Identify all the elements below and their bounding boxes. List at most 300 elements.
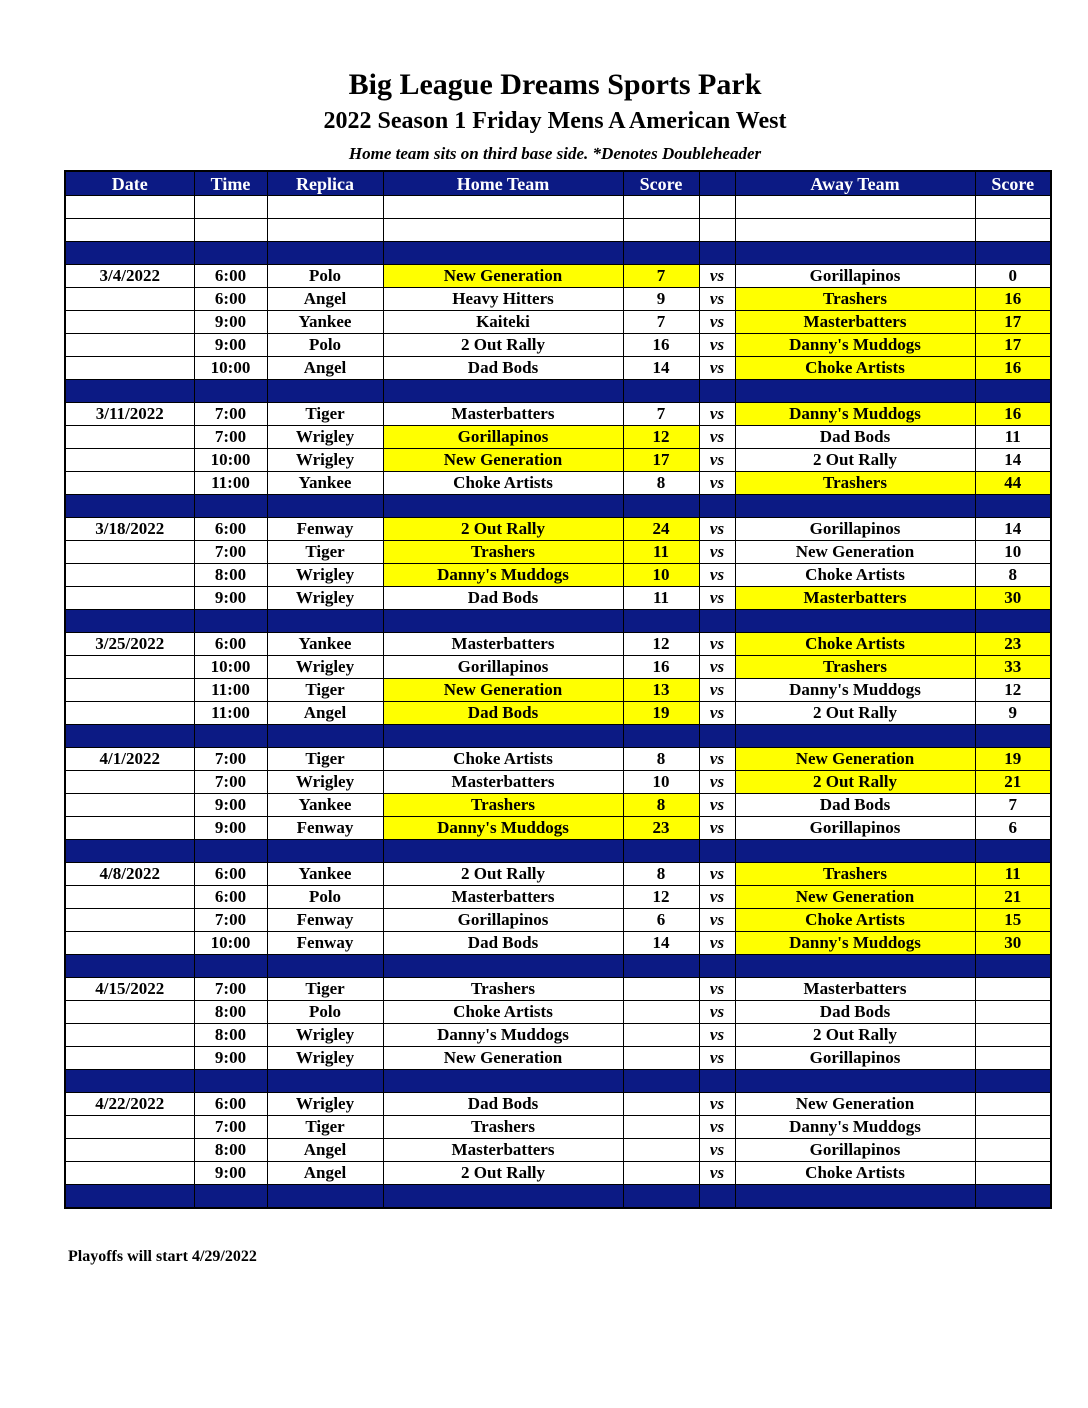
- game-date: [65, 679, 194, 702]
- game-replica: Fenway: [267, 518, 383, 541]
- home-team: New Generation: [383, 265, 623, 288]
- week-separator: [65, 495, 1051, 518]
- home-score: 16: [623, 334, 699, 357]
- away-team: Trashers: [735, 656, 975, 679]
- game-replica: Wrigley: [267, 1093, 383, 1116]
- vs-label: vs: [699, 265, 735, 288]
- away-team: Trashers: [735, 863, 975, 886]
- game-replica: Wrigley: [267, 771, 383, 794]
- home-score: 12: [623, 426, 699, 449]
- away-team: Choke Artists: [735, 909, 975, 932]
- game-replica: Wrigley: [267, 564, 383, 587]
- game-time: 7:00: [194, 771, 267, 794]
- game-date: [65, 909, 194, 932]
- game-replica: Yankee: [267, 472, 383, 495]
- home-score: [623, 1162, 699, 1185]
- vs-label: vs: [699, 541, 735, 564]
- away-team: 2 Out Rally: [735, 771, 975, 794]
- game-replica: Polo: [267, 334, 383, 357]
- away-score: 19: [975, 748, 1051, 771]
- vs-label: vs: [699, 794, 735, 817]
- game-date: [65, 357, 194, 380]
- away-score: 12: [975, 679, 1051, 702]
- game-row: [65, 633, 1051, 656]
- home-team: Masterbatters: [383, 633, 623, 656]
- away-score: 21: [975, 886, 1051, 909]
- away-team: Danny's Muddogs: [735, 334, 975, 357]
- away-team: Danny's Muddogs: [735, 403, 975, 426]
- home-score: 24: [623, 518, 699, 541]
- home-team: Choke Artists: [383, 748, 623, 771]
- game-replica: Angel: [267, 357, 383, 380]
- away-team: Gorillapinos: [735, 817, 975, 840]
- game-time: 7:00: [194, 1116, 267, 1139]
- game-replica: Yankee: [267, 633, 383, 656]
- game-time: 9:00: [194, 311, 267, 334]
- home-team: Kaiteki: [383, 311, 623, 334]
- game-row: [65, 403, 1051, 426]
- game-replica: Tiger: [267, 679, 383, 702]
- vs-label: vs: [699, 1024, 735, 1047]
- home-score: 10: [623, 564, 699, 587]
- page-title: Big League Dreams Sports Park: [348, 68, 762, 101]
- game-date: [65, 541, 194, 564]
- home-score: 16: [623, 656, 699, 679]
- game-row: [65, 863, 1051, 886]
- vs-label: vs: [699, 656, 735, 679]
- home-score: 8: [623, 794, 699, 817]
- vs-label: vs: [699, 932, 735, 955]
- away-score: 23: [975, 633, 1051, 656]
- away-score: [975, 1116, 1051, 1139]
- game-time: 10:00: [194, 357, 267, 380]
- away-team: Gorillapinos: [735, 1047, 975, 1070]
- away-score: 17: [975, 334, 1051, 357]
- vs-label: vs: [699, 978, 735, 1001]
- home-team: Danny's Muddogs: [383, 817, 623, 840]
- home-score: 23: [623, 817, 699, 840]
- game-replica: Angel: [267, 1139, 383, 1162]
- game-date: [65, 1162, 194, 1185]
- game-row: [65, 472, 1051, 495]
- game-row: [65, 1024, 1051, 1047]
- game-row: [65, 978, 1051, 1001]
- col-date-header: Date: [65, 171, 194, 196]
- home-team: Dad Bods: [383, 702, 623, 725]
- away-team: New Generation: [735, 541, 975, 564]
- game-time: 6:00: [194, 1093, 267, 1116]
- game-row: [65, 702, 1051, 725]
- game-row: [65, 1162, 1051, 1185]
- game-replica: Yankee: [267, 794, 383, 817]
- game-date: [65, 932, 194, 955]
- home-team: Masterbatters: [383, 771, 623, 794]
- game-row: [65, 1001, 1051, 1024]
- game-replica: Fenway: [267, 817, 383, 840]
- blank-row: [65, 196, 1051, 219]
- game-replica: Tiger: [267, 748, 383, 771]
- away-score: 10: [975, 541, 1051, 564]
- game-time: 9:00: [194, 794, 267, 817]
- vs-label: vs: [699, 1116, 735, 1139]
- game-row: [65, 932, 1051, 955]
- away-team: Trashers: [735, 472, 975, 495]
- away-score: 16: [975, 288, 1051, 311]
- home-team: Trashers: [383, 794, 623, 817]
- game-replica: Polo: [267, 265, 383, 288]
- game-replica: Tiger: [267, 541, 383, 564]
- game-replica: Angel: [267, 288, 383, 311]
- game-date: [65, 1047, 194, 1070]
- game-time: 6:00: [194, 633, 267, 656]
- vs-label: vs: [699, 403, 735, 426]
- game-replica: Wrigley: [267, 587, 383, 610]
- game-date: [65, 587, 194, 610]
- playoffs-note: Playoffs will start 4/29/2022: [68, 1248, 257, 1265]
- game-row: [65, 656, 1051, 679]
- away-score: 15: [975, 909, 1051, 932]
- week-separator: [65, 242, 1051, 265]
- vs-label: vs: [699, 863, 735, 886]
- home-team: Trashers: [383, 1116, 623, 1139]
- home-score: [623, 1116, 699, 1139]
- game-date: [65, 656, 194, 679]
- away-score: 7: [975, 794, 1051, 817]
- game-date: 3/11/2022: [65, 403, 194, 426]
- game-date: 4/22/2022: [65, 1093, 194, 1116]
- game-replica: Yankee: [267, 311, 383, 334]
- away-team: Gorillapinos: [735, 1139, 975, 1162]
- game-replica: Wrigley: [267, 449, 383, 472]
- home-team: Danny's Muddogs: [383, 1024, 623, 1047]
- away-team: Choke Artists: [735, 1162, 975, 1185]
- game-date: 4/1/2022: [65, 748, 194, 771]
- game-date: [65, 794, 194, 817]
- week-separator: [65, 610, 1051, 633]
- game-time: 6:00: [194, 288, 267, 311]
- game-time: 6:00: [194, 863, 267, 886]
- home-team: Dad Bods: [383, 1093, 623, 1116]
- vs-label: vs: [699, 1093, 735, 1116]
- home-score: 17: [623, 449, 699, 472]
- home-team: Choke Artists: [383, 1001, 623, 1024]
- vs-label: vs: [699, 817, 735, 840]
- vs-label: vs: [699, 311, 735, 334]
- schedule-table: [64, 170, 1052, 1209]
- away-team: Choke Artists: [735, 633, 975, 656]
- home-score: 8: [623, 863, 699, 886]
- home-score: 11: [623, 587, 699, 610]
- away-team: Trashers: [735, 288, 975, 311]
- vs-label: vs: [699, 449, 735, 472]
- game-date: [65, 771, 194, 794]
- away-team: 2 Out Rally: [735, 702, 975, 725]
- vs-label: vs: [699, 633, 735, 656]
- home-score: [623, 1139, 699, 1162]
- away-team: 2 Out Rally: [735, 1024, 975, 1047]
- game-date: [65, 564, 194, 587]
- game-row: [65, 886, 1051, 909]
- away-team: 2 Out Rally: [735, 449, 975, 472]
- game-date: [65, 449, 194, 472]
- game-time: 8:00: [194, 1001, 267, 1024]
- away-score: [975, 1024, 1051, 1047]
- game-time: 9:00: [194, 334, 267, 357]
- header-row: [65, 171, 1051, 196]
- game-time: 8:00: [194, 564, 267, 587]
- away-team: Choke Artists: [735, 357, 975, 380]
- vs-label: vs: [699, 564, 735, 587]
- game-row: [65, 311, 1051, 334]
- vs-label: vs: [699, 702, 735, 725]
- schedule-note: Home team sits on third base side. *Denotes Doubleheader: [348, 144, 762, 163]
- game-row: [65, 357, 1051, 380]
- game-date: [65, 426, 194, 449]
- vs-label: vs: [699, 357, 735, 380]
- col-replica-header: Replica: [267, 171, 383, 196]
- away-score: 21: [975, 771, 1051, 794]
- game-row: [65, 794, 1051, 817]
- away-score: 44: [975, 472, 1051, 495]
- away-score: 16: [975, 357, 1051, 380]
- page-subtitle: 2022 Season 1 Friday Mens A American West: [323, 108, 787, 134]
- away-score: [975, 978, 1051, 1001]
- vs-label: vs: [699, 587, 735, 610]
- game-time: 7:00: [194, 426, 267, 449]
- game-time: 10:00: [194, 932, 267, 955]
- game-replica: Polo: [267, 1001, 383, 1024]
- week-separator: [65, 380, 1051, 403]
- away-score: [975, 1047, 1051, 1070]
- game-replica: Yankee: [267, 863, 383, 886]
- away-team: Masterbatters: [735, 978, 975, 1001]
- game-replica: Fenway: [267, 909, 383, 932]
- game-time: 11:00: [194, 702, 267, 725]
- home-score: 9: [623, 288, 699, 311]
- vs-label: vs: [699, 1139, 735, 1162]
- col-away-team-header: Away Team: [735, 171, 975, 196]
- vs-label: vs: [699, 518, 735, 541]
- home-team: Trashers: [383, 541, 623, 564]
- home-team: New Generation: [383, 449, 623, 472]
- vs-label: vs: [699, 1001, 735, 1024]
- away-team: Dad Bods: [735, 426, 975, 449]
- game-replica: Angel: [267, 1162, 383, 1185]
- home-score: [623, 1024, 699, 1047]
- away-team: Gorillapinos: [735, 265, 975, 288]
- away-score: 0: [975, 265, 1051, 288]
- home-score: [623, 1047, 699, 1070]
- home-team: Gorillapinos: [383, 909, 623, 932]
- game-replica: Tiger: [267, 978, 383, 1001]
- week-separator: [65, 725, 1051, 748]
- vs-label: vs: [699, 1047, 735, 1070]
- game-time: 10:00: [194, 656, 267, 679]
- week-separator: [65, 1185, 1051, 1209]
- week-separator: [65, 1070, 1051, 1093]
- away-score: 8: [975, 564, 1051, 587]
- away-score: 30: [975, 587, 1051, 610]
- home-score: 6: [623, 909, 699, 932]
- away-score: [975, 1162, 1051, 1185]
- away-team: New Generation: [735, 748, 975, 771]
- week-separator: [65, 955, 1051, 978]
- game-row: [65, 1047, 1051, 1070]
- home-score: 14: [623, 357, 699, 380]
- game-replica: Wrigley: [267, 1047, 383, 1070]
- game-time: 7:00: [194, 748, 267, 771]
- game-date: [65, 886, 194, 909]
- home-score: [623, 1093, 699, 1116]
- game-row: [65, 564, 1051, 587]
- away-score: 33: [975, 656, 1051, 679]
- game-row: [65, 1116, 1051, 1139]
- away-team: New Generation: [735, 886, 975, 909]
- game-row: [65, 817, 1051, 840]
- away-team: Dad Bods: [735, 1001, 975, 1024]
- game-replica: Fenway: [267, 932, 383, 955]
- game-time: 8:00: [194, 1139, 267, 1162]
- home-score: 13: [623, 679, 699, 702]
- game-time: 7:00: [194, 541, 267, 564]
- home-score: 19: [623, 702, 699, 725]
- game-replica: Angel: [267, 702, 383, 725]
- away-score: 11: [975, 863, 1051, 886]
- game-time: 8:00: [194, 1024, 267, 1047]
- away-team: Danny's Muddogs: [735, 1116, 975, 1139]
- game-date: [65, 1139, 194, 1162]
- game-time: 11:00: [194, 679, 267, 702]
- away-score: [975, 1093, 1051, 1116]
- game-row: [65, 909, 1051, 932]
- game-date: [65, 334, 194, 357]
- away-score: 16: [975, 403, 1051, 426]
- game-date: [65, 1001, 194, 1024]
- game-time: 11:00: [194, 472, 267, 495]
- game-time: 7:00: [194, 909, 267, 932]
- game-time: 9:00: [194, 587, 267, 610]
- game-replica: Wrigley: [267, 1024, 383, 1047]
- game-row: [65, 1139, 1051, 1162]
- home-score: 7: [623, 311, 699, 334]
- vs-label: vs: [699, 748, 735, 771]
- home-team: 2 Out Rally: [383, 334, 623, 357]
- home-team: Choke Artists: [383, 472, 623, 495]
- game-time: 10:00: [194, 449, 267, 472]
- col-vs-header: [699, 171, 735, 196]
- game-time: 9:00: [194, 1047, 267, 1070]
- home-team: Danny's Muddogs: [383, 564, 623, 587]
- away-score: 6: [975, 817, 1051, 840]
- game-row: [65, 679, 1051, 702]
- game-row: [65, 265, 1051, 288]
- game-row: [65, 748, 1051, 771]
- home-team: Masterbatters: [383, 403, 623, 426]
- away-team: Danny's Muddogs: [735, 932, 975, 955]
- away-score: 30: [975, 932, 1051, 955]
- away-score: 9: [975, 702, 1051, 725]
- away-team: Masterbatters: [735, 587, 975, 610]
- game-date: [65, 1116, 194, 1139]
- home-score: 7: [623, 265, 699, 288]
- away-team: Gorillapinos: [735, 518, 975, 541]
- home-score: 10: [623, 771, 699, 794]
- game-time: 6:00: [194, 518, 267, 541]
- away-team: Choke Artists: [735, 564, 975, 587]
- vs-label: vs: [699, 288, 735, 311]
- game-replica: Tiger: [267, 1116, 383, 1139]
- home-score: 12: [623, 633, 699, 656]
- home-team: Masterbatters: [383, 1139, 623, 1162]
- game-date: [65, 1024, 194, 1047]
- game-row: [65, 449, 1051, 472]
- home-score: 11: [623, 541, 699, 564]
- home-team: Masterbatters: [383, 886, 623, 909]
- game-date: 3/25/2022: [65, 633, 194, 656]
- home-team: Gorillapinos: [383, 426, 623, 449]
- home-score: 14: [623, 932, 699, 955]
- away-score: 14: [975, 518, 1051, 541]
- home-score: 8: [623, 472, 699, 495]
- away-score: [975, 1139, 1051, 1162]
- home-score: 12: [623, 886, 699, 909]
- blank-row: [65, 219, 1051, 242]
- game-replica: Tiger: [267, 403, 383, 426]
- game-date: 3/18/2022: [65, 518, 194, 541]
- vs-label: vs: [699, 909, 735, 932]
- home-team: Gorillapinos: [383, 656, 623, 679]
- game-time: 7:00: [194, 403, 267, 426]
- game-date: [65, 311, 194, 334]
- game-row: [65, 1093, 1051, 1116]
- game-row: [65, 541, 1051, 564]
- game-date: [65, 702, 194, 725]
- game-row: [65, 288, 1051, 311]
- vs-label: vs: [699, 1162, 735, 1185]
- game-date: 4/8/2022: [65, 863, 194, 886]
- home-team: Dad Bods: [383, 357, 623, 380]
- home-team: New Generation: [383, 1047, 623, 1070]
- vs-label: vs: [699, 426, 735, 449]
- vs-label: vs: [699, 679, 735, 702]
- game-time: 6:00: [194, 265, 267, 288]
- game-date: [65, 472, 194, 495]
- game-replica: Polo: [267, 886, 383, 909]
- game-row: [65, 334, 1051, 357]
- col-time-header: Time: [194, 171, 267, 196]
- away-team: Dad Bods: [735, 794, 975, 817]
- home-team: 2 Out Rally: [383, 863, 623, 886]
- home-team: 2 Out Rally: [383, 1162, 623, 1185]
- away-score: 14: [975, 449, 1051, 472]
- game-time: 7:00: [194, 978, 267, 1001]
- game-row: [65, 771, 1051, 794]
- vs-label: vs: [699, 334, 735, 357]
- col-home-team-header: Home Team: [383, 171, 623, 196]
- home-score: [623, 978, 699, 1001]
- game-time: 6:00: [194, 886, 267, 909]
- vs-label: vs: [699, 472, 735, 495]
- game-row: [65, 518, 1051, 541]
- home-team: Trashers: [383, 978, 623, 1001]
- home-team: 2 Out Rally: [383, 518, 623, 541]
- game-row: [65, 587, 1051, 610]
- vs-label: vs: [699, 771, 735, 794]
- away-team: Danny's Muddogs: [735, 679, 975, 702]
- game-row: [65, 426, 1051, 449]
- game-replica: Wrigley: [267, 656, 383, 679]
- game-time: 9:00: [194, 817, 267, 840]
